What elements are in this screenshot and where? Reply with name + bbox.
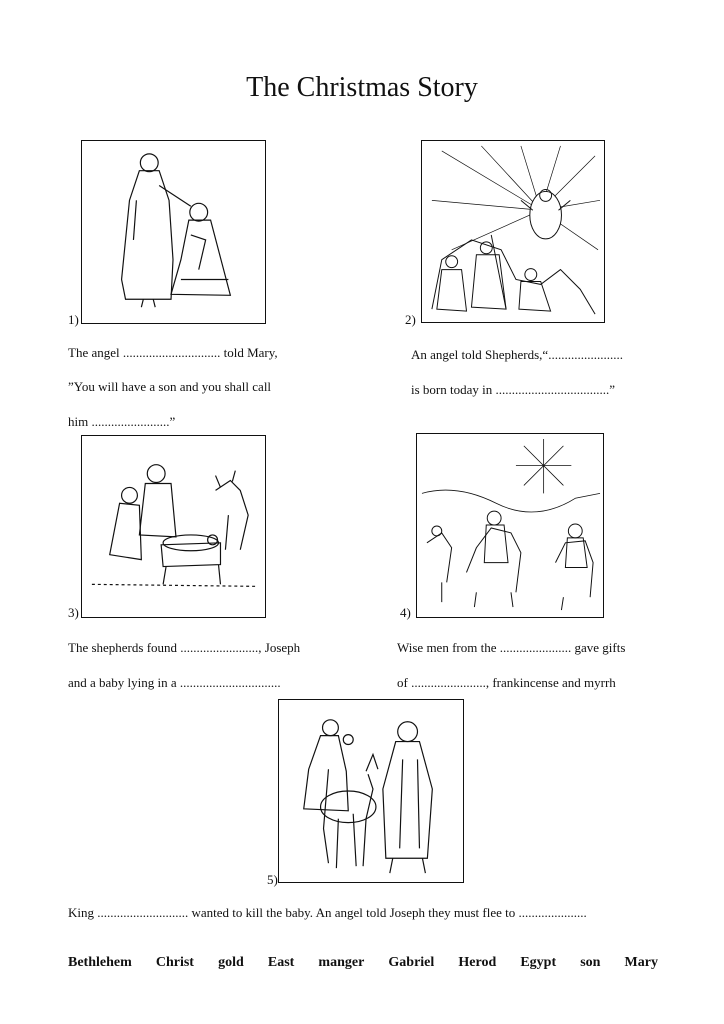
word-bank-item: Mary bbox=[624, 955, 658, 970]
word-bank-item: Bethlehem bbox=[68, 955, 132, 970]
panel-number-4: 4) bbox=[400, 605, 411, 620]
panel-1-line-3: him ........................” bbox=[68, 414, 176, 429]
word-bank-item: East bbox=[267, 955, 295, 970]
panel-3-line-1: The shepherds found ........................, Joseph bbox=[68, 640, 301, 655]
panel-number-1: 1) bbox=[68, 312, 79, 327]
panel-3-line-2: and a baby lying in a ............................... bbox=[68, 675, 281, 690]
panel-2-line-1: An angel told Shepherds,“....................... bbox=[411, 347, 623, 362]
illustration-flight-to-egypt bbox=[278, 699, 464, 883]
illustration-wise-men bbox=[416, 433, 604, 618]
panel-2-line-2: is born today in ...................................” bbox=[411, 382, 616, 397]
word-bank bbox=[68, 955, 658, 971]
panel-5-line-1: King ............................ wanted to kill the baby. An angel told Joseph they must flee to ..................... bbox=[68, 905, 587, 920]
illustration-annunciation bbox=[81, 140, 266, 324]
word-bank-item: Egypt bbox=[520, 955, 557, 970]
illustration-nativity bbox=[81, 435, 266, 618]
panel-number-3: 3) bbox=[68, 605, 79, 620]
panel-1-line-1: The angel .............................. told Mary, bbox=[68, 345, 278, 360]
word-bank-item: son bbox=[580, 955, 601, 970]
panel-1-line-2: ”You will have a son and you shall call bbox=[68, 379, 272, 394]
word-bank-item: Christ bbox=[155, 955, 194, 970]
word-bank-item: manger bbox=[318, 955, 365, 970]
panel-4-line-1: Wise men from the ...................... gave gifts bbox=[397, 640, 626, 655]
panel-number-5: 5) bbox=[267, 872, 278, 887]
page-title: The Christmas Story bbox=[246, 72, 478, 103]
panel-number-2: 2) bbox=[405, 312, 416, 327]
word-bank-item: Gabriel bbox=[388, 955, 435, 970]
word-bank-item: Herod bbox=[458, 955, 497, 970]
word-bank-item: gold bbox=[218, 955, 244, 970]
illustration-shepherds bbox=[421, 140, 605, 323]
panel-4-line-2: of ......................., frankincense and myrrh bbox=[397, 675, 616, 690]
